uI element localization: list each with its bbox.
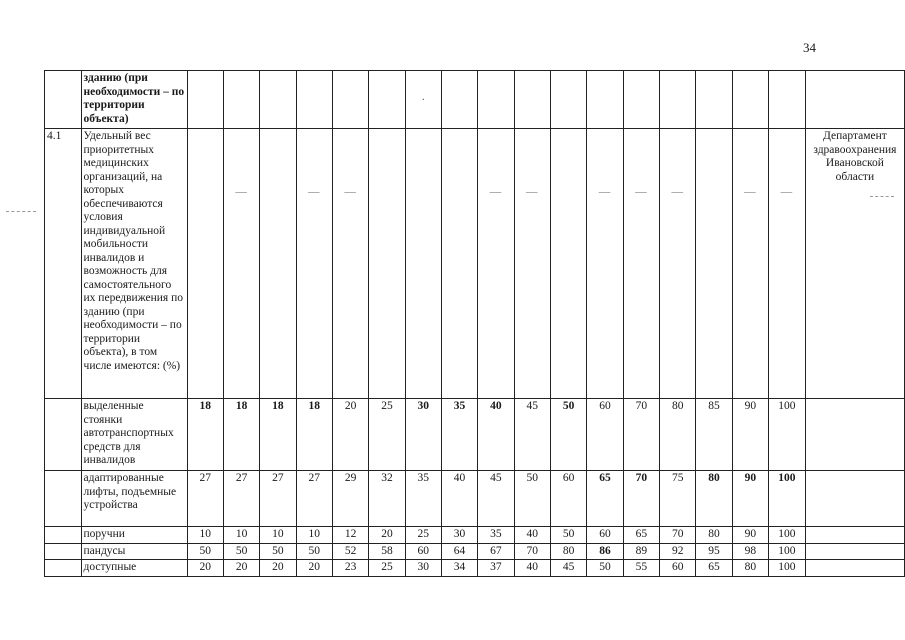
- year-value: 18: [223, 399, 259, 471]
- year-value: 80: [550, 543, 586, 560]
- value-cell: [587, 129, 623, 399]
- responsible-cell: [805, 560, 904, 577]
- value-cell: [769, 71, 806, 129]
- year-value: 50: [550, 527, 586, 544]
- year-value: 40: [478, 399, 514, 471]
- dash-mark: —: [671, 186, 684, 198]
- margin-mark-left: [6, 211, 36, 212]
- value-cell: [660, 71, 696, 129]
- year-value: 34: [441, 560, 477, 577]
- year-value: 70: [623, 471, 659, 527]
- year-value: 20: [260, 560, 296, 577]
- year-value: 25: [369, 560, 405, 577]
- value-cell: [732, 129, 768, 399]
- continuation-label: зданию (при необходимости – по территории объекта): [81, 71, 187, 129]
- year-value: 10: [223, 527, 259, 544]
- index-cell: [45, 527, 82, 544]
- value-cell: [332, 129, 368, 399]
- year-value: 45: [550, 560, 586, 577]
- dash-mark: —: [526, 186, 539, 198]
- year-value: 27: [296, 471, 332, 527]
- value-cell: [296, 129, 332, 399]
- value-cell: [223, 71, 259, 129]
- year-value: 90: [732, 471, 768, 527]
- sub-indicator-label: доступные: [81, 560, 187, 577]
- year-value: 20: [187, 560, 223, 577]
- dash-mark: —: [489, 186, 503, 198]
- sub-indicator-row: [45, 543, 905, 560]
- value-cell: [623, 71, 659, 129]
- year-value: 55: [623, 560, 659, 577]
- year-value: 35: [478, 527, 514, 544]
- year-value: 23: [332, 560, 368, 577]
- sub-indicator-row: [45, 527, 905, 544]
- year-value: 40: [441, 471, 477, 527]
- responsible-cell: [805, 471, 904, 527]
- year-value: 60: [550, 471, 586, 527]
- dash-mark: —: [744, 186, 757, 198]
- sub-indicator-label: пандусы: [81, 543, 187, 560]
- year-value: 18: [296, 399, 332, 471]
- value-cell: [550, 129, 586, 399]
- year-value: 30: [441, 527, 477, 544]
- year-value: 80: [732, 560, 768, 577]
- sub-indicator-row: [45, 399, 905, 471]
- year-value: 50: [514, 471, 550, 527]
- year-value: 50: [187, 543, 223, 560]
- year-value: 27: [187, 471, 223, 527]
- dash-mark: —: [308, 186, 321, 198]
- value-cell: [660, 129, 696, 399]
- value-cell: [187, 129, 223, 399]
- year-value: 50: [587, 560, 623, 577]
- year-value: 52: [332, 543, 368, 560]
- value-cell: [296, 71, 332, 129]
- year-value: 95: [696, 543, 732, 560]
- year-value: 98: [732, 543, 768, 560]
- row-index: 4.1: [45, 129, 82, 399]
- year-value: 60: [587, 527, 623, 544]
- year-value: 10: [296, 527, 332, 544]
- year-value: 92: [660, 543, 696, 560]
- responsible-department: Департамент здравоохранения Ивановской области: [805, 129, 904, 399]
- value-cell: [514, 129, 550, 399]
- year-value: 50: [260, 543, 296, 560]
- year-value: 29: [332, 471, 368, 527]
- year-value: 70: [514, 543, 550, 560]
- year-value: 60: [587, 399, 623, 471]
- value-cell: [369, 71, 405, 129]
- year-value: 70: [660, 527, 696, 544]
- year-value: 65: [623, 527, 659, 544]
- year-value: 60: [660, 560, 696, 577]
- year-value: 80: [696, 527, 732, 544]
- year-value: 100: [769, 471, 806, 527]
- value-cell: [260, 129, 296, 399]
- dash-mark: —: [344, 186, 357, 198]
- value-cell: [623, 129, 659, 399]
- index-cell: [45, 71, 82, 129]
- year-value: 90: [732, 527, 768, 544]
- year-value: 50: [296, 543, 332, 560]
- dash-mark: —: [235, 186, 248, 198]
- responsible-cell: [805, 527, 904, 544]
- indicator-row: [45, 129, 905, 399]
- year-value: 86: [587, 543, 623, 560]
- year-value: 10: [260, 527, 296, 544]
- year-value: 32: [369, 471, 405, 527]
- year-value: 80: [696, 471, 732, 527]
- value-cell: [696, 71, 732, 129]
- year-value: 67: [478, 543, 514, 560]
- value-cell: [769, 129, 806, 399]
- value-cell: [332, 71, 368, 129]
- index-cell: [45, 543, 82, 560]
- year-value: 45: [514, 399, 550, 471]
- year-value: 12: [332, 527, 368, 544]
- index-cell: [45, 560, 82, 577]
- year-value: 18: [260, 399, 296, 471]
- year-value: 65: [696, 560, 732, 577]
- year-value: 20: [332, 399, 368, 471]
- dash-mark: —: [598, 186, 612, 198]
- year-value: 40: [514, 560, 550, 577]
- year-value: 27: [260, 471, 296, 527]
- year-value: 25: [405, 527, 441, 544]
- responsible-cell: [805, 543, 904, 560]
- year-value: 70: [623, 399, 659, 471]
- value-cell: [405, 71, 441, 129]
- value-cell: [405, 129, 441, 399]
- index-cell: [45, 399, 82, 471]
- year-value: 25: [369, 399, 405, 471]
- year-value: 10: [187, 527, 223, 544]
- value-cell: [441, 129, 477, 399]
- year-value: 35: [405, 471, 441, 527]
- year-value: 60: [405, 543, 441, 560]
- year-value: 100: [769, 560, 806, 577]
- year-value: 58: [369, 543, 405, 560]
- year-value: 30: [405, 560, 441, 577]
- year-value: 100: [769, 543, 806, 560]
- year-value: 100: [769, 399, 806, 471]
- year-value: 20: [223, 560, 259, 577]
- value-cell: [550, 71, 586, 129]
- responsible-cell: [805, 71, 904, 129]
- year-value: 30: [405, 399, 441, 471]
- year-value: 40: [514, 527, 550, 544]
- year-value: 85: [696, 399, 732, 471]
- value-cell: [587, 71, 623, 129]
- value-cell: [732, 71, 768, 129]
- year-value: 100: [769, 527, 806, 544]
- value-cell: [223, 129, 259, 399]
- dot-mark: ·: [421, 94, 426, 106]
- value-cell: [478, 71, 514, 129]
- year-value: 64: [441, 543, 477, 560]
- value-cell: [441, 71, 477, 129]
- year-value: 89: [623, 543, 659, 560]
- value-cell: [478, 129, 514, 399]
- sub-indicator-label: поручни: [81, 527, 187, 544]
- dash-mark: —: [780, 186, 794, 198]
- page-number: 34: [803, 40, 816, 55]
- year-value: 18: [187, 399, 223, 471]
- year-value: 90: [732, 399, 768, 471]
- year-value: 50: [550, 399, 586, 471]
- sub-indicator-row: [45, 560, 905, 577]
- year-value: 37: [478, 560, 514, 577]
- value-cell: [514, 71, 550, 129]
- year-value: 20: [296, 560, 332, 577]
- year-value: 50: [223, 543, 259, 560]
- value-cell: [260, 71, 296, 129]
- year-value: 65: [587, 471, 623, 527]
- year-value: 20: [369, 527, 405, 544]
- value-cell: [696, 129, 732, 399]
- responsible-cell: [805, 399, 904, 471]
- value-cell: [369, 129, 405, 399]
- dash-mark: —: [635, 186, 648, 198]
- year-value: 35: [441, 399, 477, 471]
- year-value: 75: [660, 471, 696, 527]
- sub-indicator-label: адаптированные лифты, подъемные устройства: [81, 471, 187, 527]
- year-value: 45: [478, 471, 514, 527]
- index-cell: [45, 471, 82, 527]
- value-cell: [187, 71, 223, 129]
- year-value: 80: [660, 399, 696, 471]
- indicator-label: Удельный вес приоритетных медицинских организаций, на которых обеспечиваются условия индивидуальной мобильности инвалидов и возможность для самостоятельного их передвижения по зданию (при необходимости – по территории объекта), в том числе имеются: (%): [81, 129, 187, 399]
- indicator-table: [44, 70, 905, 577]
- year-value: 27: [223, 471, 259, 527]
- sub-indicator-label: выделенные стоянки автотранспортных средств для инвалидов: [81, 399, 187, 471]
- sub-indicator-row: [45, 471, 905, 527]
- continuation-row: [45, 71, 905, 129]
